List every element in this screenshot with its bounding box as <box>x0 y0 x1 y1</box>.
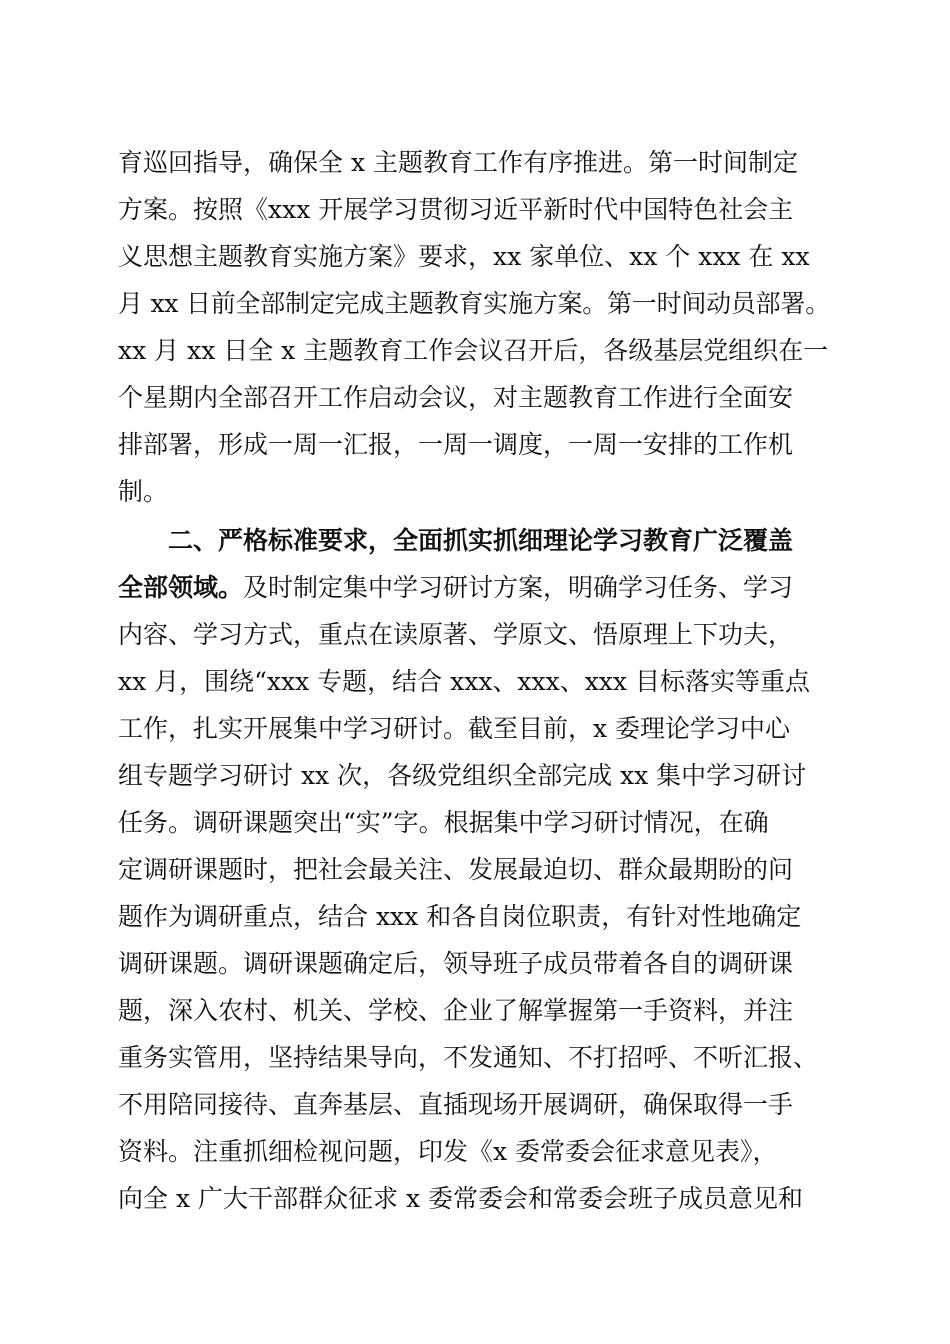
body-text-line: 工作，扎实开展集中学习研讨。截至目前，x 委理论学习中心 <box>118 714 791 743</box>
body-text-line: 定调研课题时，把社会最关注、发展最迫切、群众最期盼的问 <box>118 855 794 884</box>
body-text-line: 组专题学习研讨 xx 次，各级党组织全部完成 xx 集中学习研讨 <box>118 761 807 790</box>
body-text-line: 排部署，形成一周一汇报，一周一调度，一周一安排的工作机 <box>118 430 794 459</box>
body-text-line: 育巡回指导，确保全 x 主题教育工作有序推进。第一时间制定 <box>118 148 798 177</box>
body-text-line: 方案。按照《xxx 开展学习贯彻习近平新时代中国特色社会主 <box>118 195 794 224</box>
body-text-line: 向全 x 广大干部群众征求 x 委常委会和常委会班子成员意见和 <box>118 1184 803 1213</box>
section-heading: 二、严格标准要求，全面抓实抓细理论学习教育广泛覆盖 <box>168 526 794 555</box>
body-text-line: 内容、学习方式，重点在读原著、学原文、悟原理上下功夫， <box>118 620 794 649</box>
body-text-line: 制。 <box>118 477 169 506</box>
body-text-line: 资料。注重抓细检视问题，印发《x 委常委会征求意见表》， <box>118 1137 778 1166</box>
body-text-line: 题作为调研重点，结合 xxx 和各自岗位职责，有针对性地确定 <box>118 902 802 931</box>
section-heading-continued: 全部领域。 <box>118 573 244 602</box>
body-text-line: 个星期内全部召开工作启动会议，对主题教育工作进行全面安 <box>118 383 794 412</box>
body-text-line: 月 xx 日前全部制定完成主题教育实施方案。第一时间动员部署。 <box>118 289 830 318</box>
body-text-line: 调研课题。调研课题确定后，领导班子成员带着各自的调研课 <box>118 949 794 978</box>
body-text-line: 重务实管用，坚持结果导向，不发通知、不打招呼、不听汇报、 <box>118 1043 819 1072</box>
body-text-line: xx 月 xx 日全 x 主题教育工作会议召开后，各级基层党组织在一 <box>118 336 829 365</box>
body-text-line: 及时制定集中学习研讨方案，明确学习任务、学习 <box>243 573 794 602</box>
body-text-line: 不用陪同接待、直奔基层、直插现场开展调研，确保取得一手 <box>118 1090 794 1119</box>
body-text-line: 义思想主题教育实施方案》要求，xx 家单位、xx 个 xxx 在 xx <box>118 242 810 271</box>
body-text-line: 题，深入农村、机关、学校、企业了解掌握第一手资料，并注 <box>118 996 794 1025</box>
body-text-line: xx 月，围绕“xxx 专题，结合 xxx、xxx、xxx 目标落实等重点 <box>118 667 810 696</box>
body-text-line: 任务。调研课题突出“实”字。根据集中学习研讨情况，在确 <box>118 808 769 837</box>
